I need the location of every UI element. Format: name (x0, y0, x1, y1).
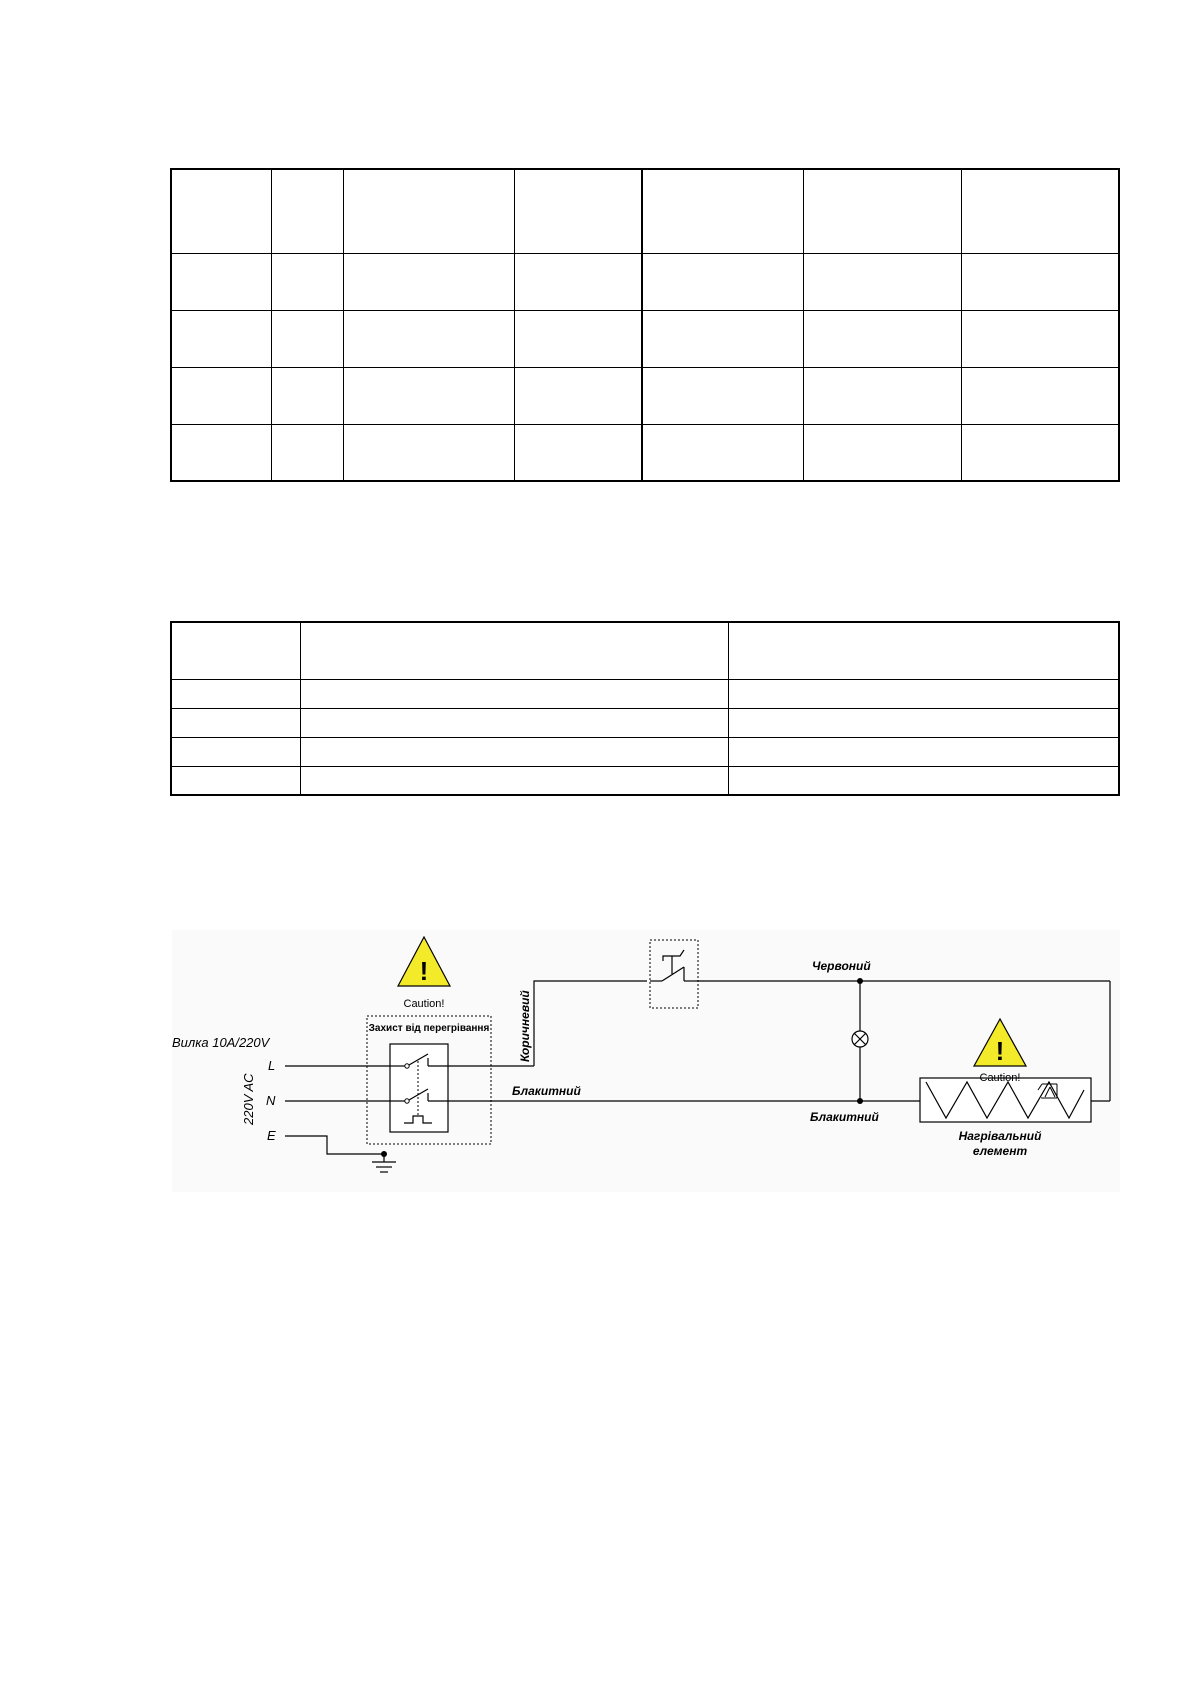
table-2-header-row (171, 622, 1119, 679)
table-cell (728, 622, 1119, 679)
table-row (171, 424, 1119, 481)
table-cell (961, 424, 1119, 481)
terminal-l-label: L (268, 1058, 276, 1073)
table-cell (961, 169, 1119, 253)
table-cell (961, 310, 1119, 367)
table-cell (514, 169, 642, 253)
table-row (171, 766, 1119, 795)
table-row (171, 679, 1119, 708)
table-cell (728, 737, 1119, 766)
wire-blue-label-2: Блакитний (810, 1110, 879, 1124)
caution-label: Caution! (403, 998, 445, 1010)
indicator-lamp-icon (852, 1031, 868, 1047)
table-cell (300, 622, 728, 679)
table-cell (271, 169, 343, 253)
table-cell (171, 424, 271, 481)
table-cell (171, 766, 300, 795)
terminal-e-label: E (267, 1128, 276, 1143)
table-cell (300, 766, 728, 795)
table-cell (171, 253, 271, 310)
table-row (171, 253, 1119, 310)
table-row (171, 310, 1119, 367)
table-cell (271, 310, 343, 367)
table-cell (300, 737, 728, 766)
wire-blue-label: Блакитний (512, 1084, 581, 1098)
table-cell (171, 679, 300, 708)
table-cell (171, 310, 271, 367)
table-cell (514, 253, 642, 310)
table-cell (961, 367, 1119, 424)
heater-label-line1: Нагрівальний (958, 1129, 1042, 1143)
table-cell (514, 367, 642, 424)
table-cell (514, 424, 642, 481)
table-cell (642, 424, 803, 481)
table-cell (171, 737, 300, 766)
table-cell (961, 253, 1119, 310)
caution-symbol: ! (419, 956, 429, 986)
table-cell (803, 310, 961, 367)
overheat-protection-label: Захист від перегрівання (368, 1023, 490, 1034)
table-cell (343, 253, 514, 310)
caution-label-2: Caution! (979, 1072, 1021, 1084)
table-cell (642, 367, 803, 424)
table-cell (171, 169, 271, 253)
table-cell (271, 253, 343, 310)
table-cell (803, 367, 961, 424)
table-cell (300, 708, 728, 737)
table-cell (271, 367, 343, 424)
table-1 (170, 168, 1120, 482)
terminal-n-label: N (266, 1093, 276, 1108)
table-cell (642, 169, 803, 253)
table-cell (642, 310, 803, 367)
table-cell (514, 310, 642, 367)
table-cell (803, 169, 961, 253)
table-cell (343, 169, 514, 253)
table-row (171, 367, 1119, 424)
table-cell (803, 424, 961, 481)
table-2 (170, 621, 1120, 796)
table-cell (343, 310, 514, 367)
wire-red-label: Червоний (812, 959, 871, 973)
table-1-header-row (171, 169, 1119, 253)
wire-brown-label: Коричневий (518, 990, 532, 1062)
table-cell (171, 622, 300, 679)
table-cell (271, 424, 343, 481)
table-cell (728, 708, 1119, 737)
table-cell (300, 679, 728, 708)
heating-element-icon (920, 1078, 1091, 1122)
table-cell (728, 766, 1119, 795)
wiring-diagram (172, 930, 1120, 1192)
table-cell (642, 253, 803, 310)
table-cell (343, 367, 514, 424)
breaker-switch-icon (390, 1044, 448, 1132)
table-row (171, 708, 1119, 737)
table-cell (343, 424, 514, 481)
caution-symbol-2: ! (995, 1036, 1005, 1066)
heater-label-line2: елемент (972, 1144, 1028, 1158)
table-cell (803, 253, 961, 310)
voltage-label: 220V AC (241, 1073, 256, 1125)
table-cell (171, 367, 271, 424)
plug-label: Вилка 10A/220V (172, 1035, 270, 1050)
table-cell (728, 679, 1119, 708)
table-row (171, 737, 1119, 766)
table-cell (171, 708, 300, 737)
